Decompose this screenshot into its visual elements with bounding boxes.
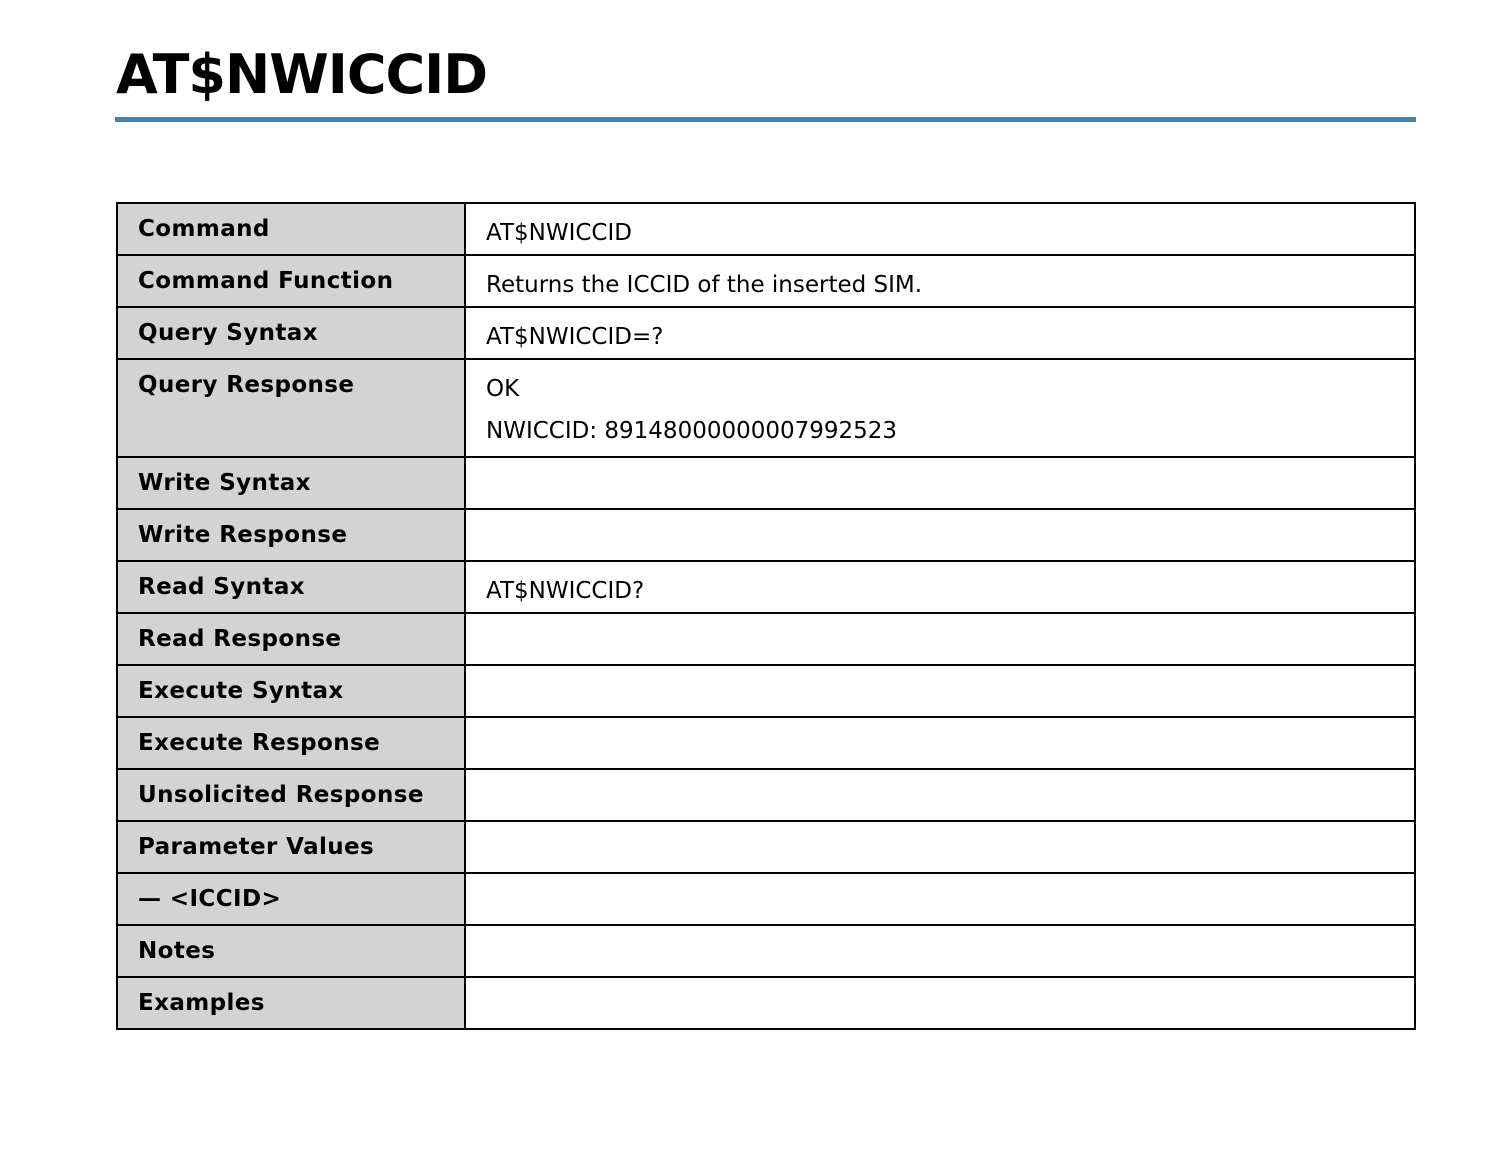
table-row	[117, 925, 1415, 977]
row-value-write-syntax	[465, 457, 1415, 509]
row-value-unsolicited-response	[465, 769, 1415, 821]
table-row	[117, 457, 1415, 509]
row-value-read-response	[465, 613, 1415, 665]
row-label-read-response: Read Response	[117, 613, 465, 665]
value-line: AT$NWICCID=?	[486, 324, 664, 350]
row-label-query-syntax: Query Syntax	[117, 307, 465, 359]
row-label-write-syntax: Write Syntax	[117, 457, 465, 509]
row-value-execute-syntax	[465, 665, 1415, 717]
row-label-write-response: Write Response	[117, 509, 465, 561]
table-row	[117, 613, 1415, 665]
title-divider	[115, 117, 1416, 122]
command-spec-table-body	[117, 203, 1415, 1029]
value-line: Returns the ICCID of the inserted SIM.	[486, 272, 923, 298]
row-label-execute-response: Execute Response	[117, 717, 465, 769]
row-label-unsolicited-response: Unsolicited Response	[117, 769, 465, 821]
table-row	[117, 717, 1415, 769]
row-label-query-response: Query Response	[117, 359, 465, 457]
table-row	[117, 203, 1415, 255]
row-value-examples	[465, 977, 1415, 1029]
table-row	[117, 307, 1415, 359]
table-row	[117, 561, 1415, 613]
row-value-query-response	[465, 359, 1415, 457]
row-value-execute-response	[465, 717, 1415, 769]
row-value-notes	[465, 925, 1415, 977]
row-label-read-syntax: Read Syntax	[117, 561, 465, 613]
table-row	[117, 665, 1415, 717]
command-spec-table	[116, 202, 1416, 1030]
table-row	[117, 359, 1415, 457]
row-value-write-response	[465, 509, 1415, 561]
value-line: OK	[486, 376, 520, 402]
table-row	[117, 821, 1415, 873]
row-label-parameter-values: Parameter Values	[117, 821, 465, 873]
row-label-execute-syntax: Execute Syntax	[117, 665, 465, 717]
row-value-query-syntax	[465, 307, 1415, 359]
row-label-examples: Examples	[117, 977, 465, 1029]
row-value-read-syntax	[465, 561, 1415, 613]
table-row	[117, 255, 1415, 307]
value-line: AT$NWICCID?	[486, 578, 645, 604]
value-line: AT$NWICCID	[486, 220, 632, 246]
row-value-iccid	[465, 873, 1415, 925]
table-row	[117, 769, 1415, 821]
page-title: AT$NWICCID	[116, 43, 488, 106]
row-label-command-function: Command Function	[117, 255, 465, 307]
row-label-iccid: — <ICCID>	[117, 873, 465, 925]
value-line: NWICCID: 89148000000007992523	[486, 418, 898, 444]
table-row	[117, 977, 1415, 1029]
row-label-notes: Notes	[117, 925, 465, 977]
row-value-parameter-values	[465, 821, 1415, 873]
row-label-command: Command	[117, 203, 465, 255]
table-row	[117, 509, 1415, 561]
table-row	[117, 873, 1415, 925]
row-value-command	[465, 203, 1415, 255]
row-value-command-function	[465, 255, 1415, 307]
